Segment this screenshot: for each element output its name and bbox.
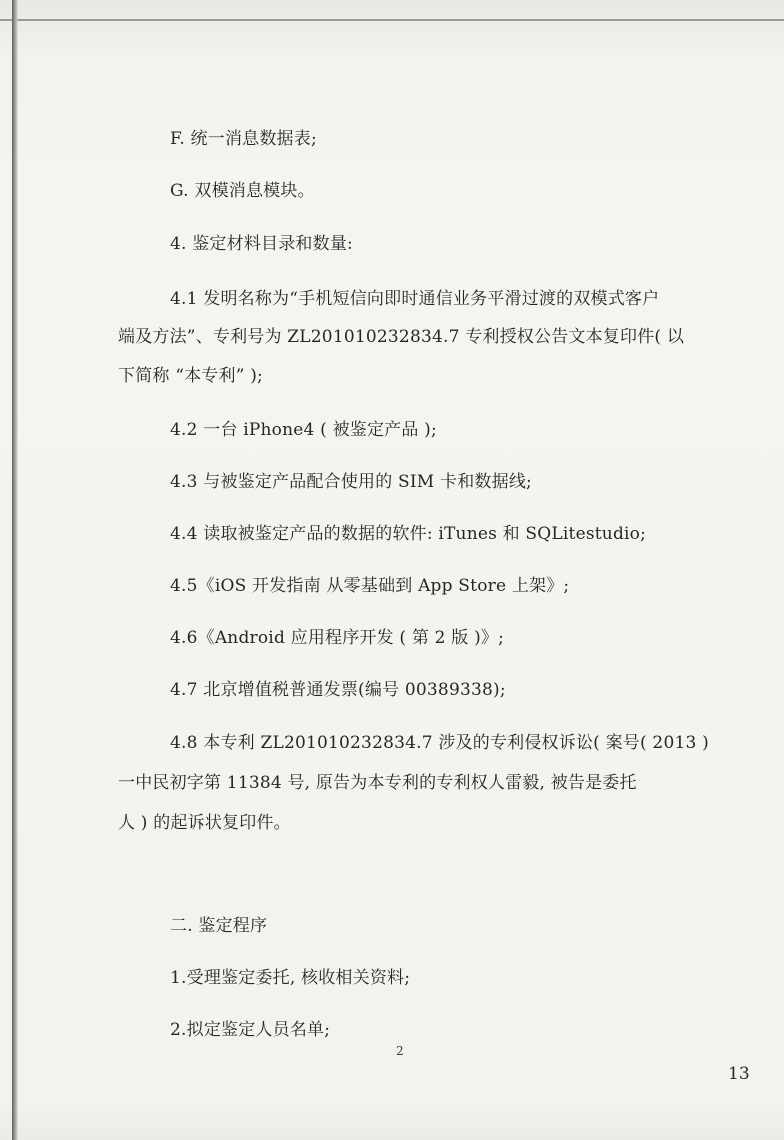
text-line-4-1: 4.1 发明名称为“手机短信向即时通信业务平滑过渡的双模式客户 (170, 289, 660, 309)
text-line-4-8: 4.8 本专利 ZL201010232834.7 涉及的专利侵权诉讼( 案号( 2013 ) (170, 733, 709, 753)
text-line-4-1-end: 下简称 “本专利” ); (118, 366, 263, 386)
text-line-4-6: 4.6《Android 应用程序开发 ( 第 2 版 )》; (170, 628, 505, 648)
page-number: 2 (396, 1044, 404, 1058)
text-line-4-8-end: 人 ) 的起诉状复印件。 (118, 813, 291, 833)
text-line-4-8-cont: 一中民初字第 11384 号, 原告为本专利的专利权人雷毅, 被告是委托 (118, 773, 637, 793)
text-line-item-f: F. 统一消息数据表; (170, 129, 317, 149)
text-line-item-g: G. 双模消息模块。 (170, 181, 315, 201)
text-line-4-4: 4.4 读取被鉴定产品的数据的软件: iTunes 和 SQLitestudio; (170, 524, 647, 544)
text-line-4-2: 4.2 一台 iPhone4 ( 被鉴定产品 ); (170, 420, 437, 440)
text-line-procedure-2: 2.拟定鉴定人员名单; (170, 1020, 331, 1040)
top-border-line (0, 19, 784, 21)
section-heading-materials: 4. 鉴定材料目录和数量: (170, 234, 353, 254)
page-stamp-number: 13 (728, 1064, 750, 1084)
text-line-procedure-1: 1.受理鉴定委托, 核收相关资料; (170, 968, 411, 988)
text-line-4-3: 4.3 与被鉴定产品配合使用的 SIM 卡和数据线; (170, 472, 532, 492)
section-heading-procedure: 二. 鉴定程序 (170, 916, 268, 936)
text-line-4-1-cont: 端及方法”、专利号为 ZL201010232834.7 专利授权公告文本复印件( 以 (118, 327, 685, 347)
binding-edge (12, 0, 18, 1140)
text-line-4-7: 4.7 北京增值税普通发票(编号 00389338); (170, 680, 506, 700)
text-line-4-5: 4.5《iOS 开发指南 从零基础到 App Store 上架》; (170, 576, 570, 596)
